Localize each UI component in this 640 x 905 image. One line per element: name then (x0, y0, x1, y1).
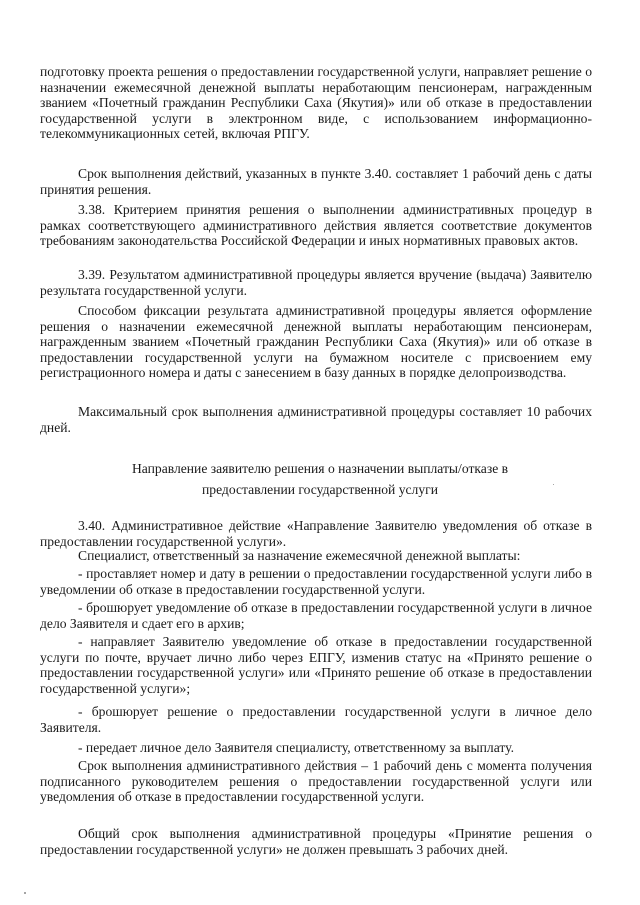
paragraph-specialist: Специалист, ответственный за назначение ежемесячной денежной выплаты: (78, 548, 521, 563)
scan-speck (553, 484, 554, 485)
list-item-5: - передает личное дело Заявителя специалисту, ответственному за выплату. (78, 740, 514, 755)
paragraph-continuation: подготовку проекта решения о предоставлении государственной услуги, направляет решение о назначении ежемесячной денежной выплаты неработающим пенсионерам, награжденным званием «Почетный гражданин Республики Саха (Якутия)» или об отказе в предоставлении государственной услуги в электронном виде, с использованием информационно-телекоммуникационных сетей, включая РПГУ. (40, 64, 592, 142)
section-heading (80, 458, 560, 500)
list-item-4: - брошюрует решение о предоставлении государственной услуги в личное дело Заявителя. (40, 704, 592, 735)
list-item-1: - проставляет номер и дату в решении о предоставлении государственной услуги либо в уведомлении об отказе в предоставлении государственной услуги. (40, 566, 592, 597)
paragraph-max-term: Максимальный срок выполнения административной процедуры составляет 10 рабочих дней. (40, 404, 592, 435)
paragraph-total: Общий срок выполнения административной процедуры «Принятие решения о предоставлении государственной услуги» не должен превышать 3 рабочих дней. (40, 826, 592, 857)
list-item-3: - направляет Заявителю уведомление об отказе в предоставлении государственной услуги по почте, вручает лично либо через ЕПГУ, изменив статус на «Принято решение о предоставлении государственной услуги» или «Принято решение об отказе в предоставлении государственной услуги»; (40, 634, 592, 696)
scan-speck (24, 892, 26, 894)
paragraph-fixation: Способом фиксации результата административной процедуры является оформление решения о назначении ежемесячной денежной выплаты неработающим пенсионерам, награжденным званием «Почетный гражданин Республики Саха (Якутия)» или об отказе в предоставлении государственной услуги на бумажном носителе с присвоением ему регистрационного номера и даты с занесением в базу данных в порядке делопроизводства. (40, 303, 592, 381)
paragraph-3-38: 3.38. Критерием принятия решения о выполнении административных процедур в рамках соответствующего административного действия является соответствие документов требованиям законодательства Российской Федерации и иных нормативных правовых актов. (40, 202, 592, 249)
paragraph-3-40: 3.40. Административное действие «Направление Заявителю уведомления об отказе в предоставлении государственной услуги». (40, 518, 592, 549)
section-heading-line-2: предоставлении государственной услуги (202, 482, 438, 497)
list-item-2: - брошюрует уведомление об отказе в предоставлении государственной услуги в личное дело Заявителя и сдает его в архив; (40, 600, 592, 631)
section-heading-line-1: Направление заявителю решения о назначении выплаты/отказе в (131, 461, 509, 476)
paragraph-deadline-340: Срок выполнения действий, указанных в пункте 3.40. составляет 1 рабочий день с даты принятия решения. (40, 166, 592, 197)
paragraph-deadline-1day: Срок выполнения административного действия – 1 рабочий день с момента получения подписанного руководителем решения о предоставлении государственной услуги или уведомления об отказе в предоставлении государственной услуги. (40, 758, 592, 805)
paragraph-3-39: 3.39. Результатом административной процедуры является вручение (выдача) Заявителю результата государственной услуги. (40, 267, 592, 298)
